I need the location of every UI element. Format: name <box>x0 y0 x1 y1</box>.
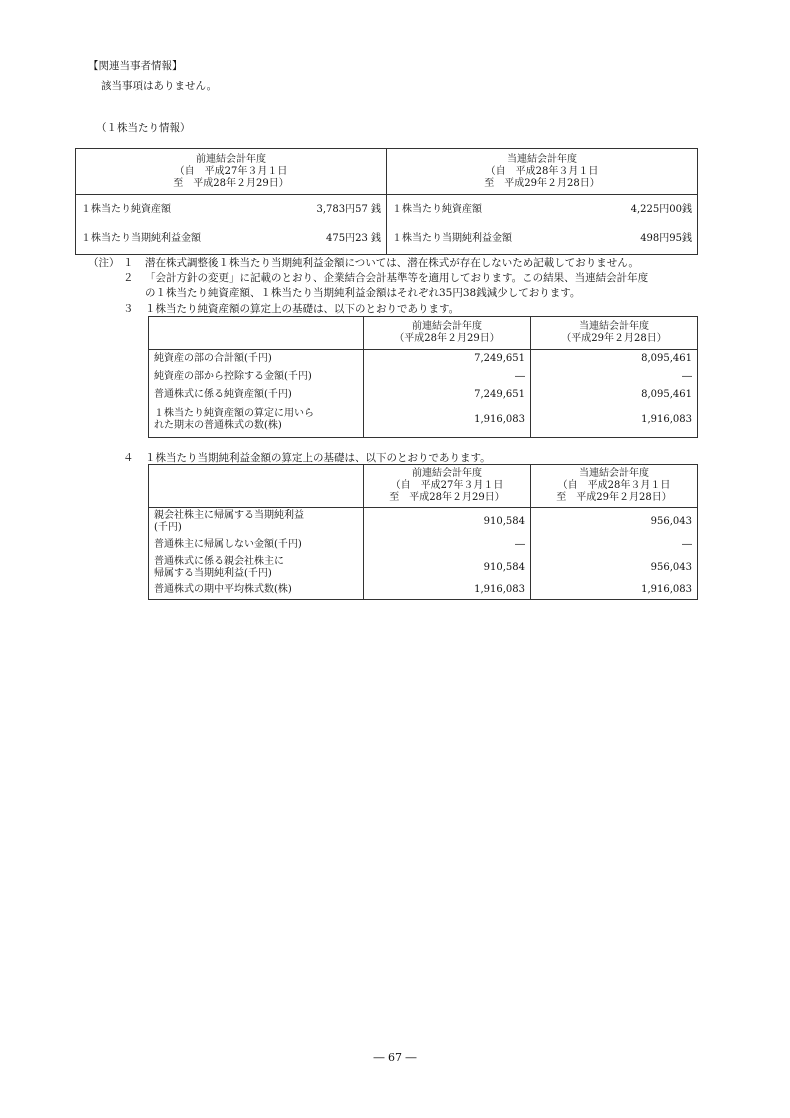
row-value: 7,249,651 <box>364 386 531 404</box>
note-2-line-1: 「会計方針の変更」に記載のとおり、企業結合会計基準等を適用しております。この結果、当連結会計年度 <box>145 272 649 284</box>
row-value: 498円95銭 <box>640 233 692 245</box>
row-label: 親会社株主に帰属する当期純利益 (千円) <box>149 508 364 536</box>
row-value: 8,095,461 <box>531 386 698 404</box>
curr-year-header: 当連結会計年度 （平成29年２月28日） <box>531 317 698 350</box>
section-title: 【関連当事者情報】 <box>88 60 183 72</box>
table-row <box>149 368 698 386</box>
notes-prefix: （注） <box>88 257 120 269</box>
table-header-row <box>149 317 698 350</box>
row-label: １株当たり純資産額 <box>81 203 171 215</box>
table-row <box>149 404 698 438</box>
note-1: 潜在株式調整後１株当たり当期純利益金額については、潜在株式が存在しないため記載しておりません。 <box>145 257 639 269</box>
row-label: 普通株式に係る親会社株主に 帰属する当期純利益(千円) <box>149 554 364 582</box>
row-label: １株当たり当期純利益金額 <box>81 233 201 245</box>
note-number: ２ <box>123 272 134 284</box>
row-value: ― <box>531 536 698 554</box>
table-row <box>149 582 698 600</box>
table-row <box>149 536 698 554</box>
row-value: 8,095,461 <box>531 350 698 368</box>
row-label: １株当たり当期純利益金額 <box>392 233 512 245</box>
row-value: ― <box>364 536 531 554</box>
note-3: １株当たり純資産額の算定上の基礎は、以下のとおりであります。 <box>145 303 460 315</box>
row-label: 普通株式に係る純資産額(千円) <box>149 386 364 404</box>
row-value: 1,916,083 <box>531 404 698 438</box>
row-value: 1,916,083 <box>531 582 698 600</box>
row-value: 956,043 <box>531 554 698 582</box>
note-number: ３ <box>123 303 134 315</box>
row-label: １株当たり純資産額 <box>392 203 482 215</box>
row-label: 普通株主に帰属しない金額(千円) <box>149 536 364 554</box>
row-value: 7,249,651 <box>364 350 531 368</box>
row-value: 1,916,083 <box>364 582 531 600</box>
row-value: 3,783円57 銭 <box>316 203 381 215</box>
row-value: 910,584 <box>364 554 531 582</box>
subsection-title: （１株当たり情報） <box>96 122 191 134</box>
table-row <box>149 554 698 582</box>
curr-year-header: 当連結会計年度 （自 平成28年３月１日 至 平成29年２月28日） <box>387 149 698 195</box>
note-2-line-2: の１株当たり純資産額、１株当たり当期純利益金額はそれぞれ35円38銭減少しております。 <box>145 287 581 299</box>
row-value: 956,043 <box>531 508 698 536</box>
section-body: 該当事項はありません。 <box>101 80 218 92</box>
row-value: ― <box>364 368 531 386</box>
table-row <box>76 195 698 225</box>
row-value: 475円23 銭 <box>326 233 381 245</box>
prev-year-header: 前連結会計年度 （平成28年２月29日） <box>364 317 531 350</box>
row-value: ― <box>531 368 698 386</box>
table-row <box>149 350 698 368</box>
row-label: 純資産の部から控除する金額(千円) <box>149 368 364 386</box>
curr-year-header: 当連結会計年度 （自 平成28年３月１日 至 平成29年２月28日） <box>531 465 698 508</box>
net-assets-basis-table <box>148 316 698 438</box>
note-number: １ <box>123 257 134 269</box>
table-row <box>149 386 698 404</box>
note-4: １株当たり当期純利益金額の算定上の基礎は、以下のとおりであります。 <box>145 452 491 464</box>
row-value: 4,225円00銭 <box>630 203 692 215</box>
row-value: 910,584 <box>364 508 531 536</box>
table-row <box>149 508 698 536</box>
note-number: ４ <box>123 452 134 464</box>
row-label: 純資産の部の合計額(千円) <box>149 350 364 368</box>
net-income-basis-table <box>148 464 698 600</box>
table-header-row <box>149 465 698 508</box>
row-value: 1,916,083 <box>364 404 531 438</box>
table-row <box>76 225 698 255</box>
row-label: １株当たり純資産額の算定に用いら れた期末の普通株式の数(株) <box>149 404 364 438</box>
page-number: ― 67 ― <box>373 1051 417 1064</box>
per-share-info-table <box>75 148 698 255</box>
row-label: 普通株式の期中平均株式数(株) <box>149 582 364 600</box>
table-header-row <box>76 149 698 195</box>
prev-year-header: 前連結会計年度 （自 平成27年３月１日 至 平成28年２月29日） <box>76 149 387 195</box>
prev-year-header: 前連結会計年度 （自 平成27年３月１日 至 平成28年２月29日） <box>364 465 531 508</box>
